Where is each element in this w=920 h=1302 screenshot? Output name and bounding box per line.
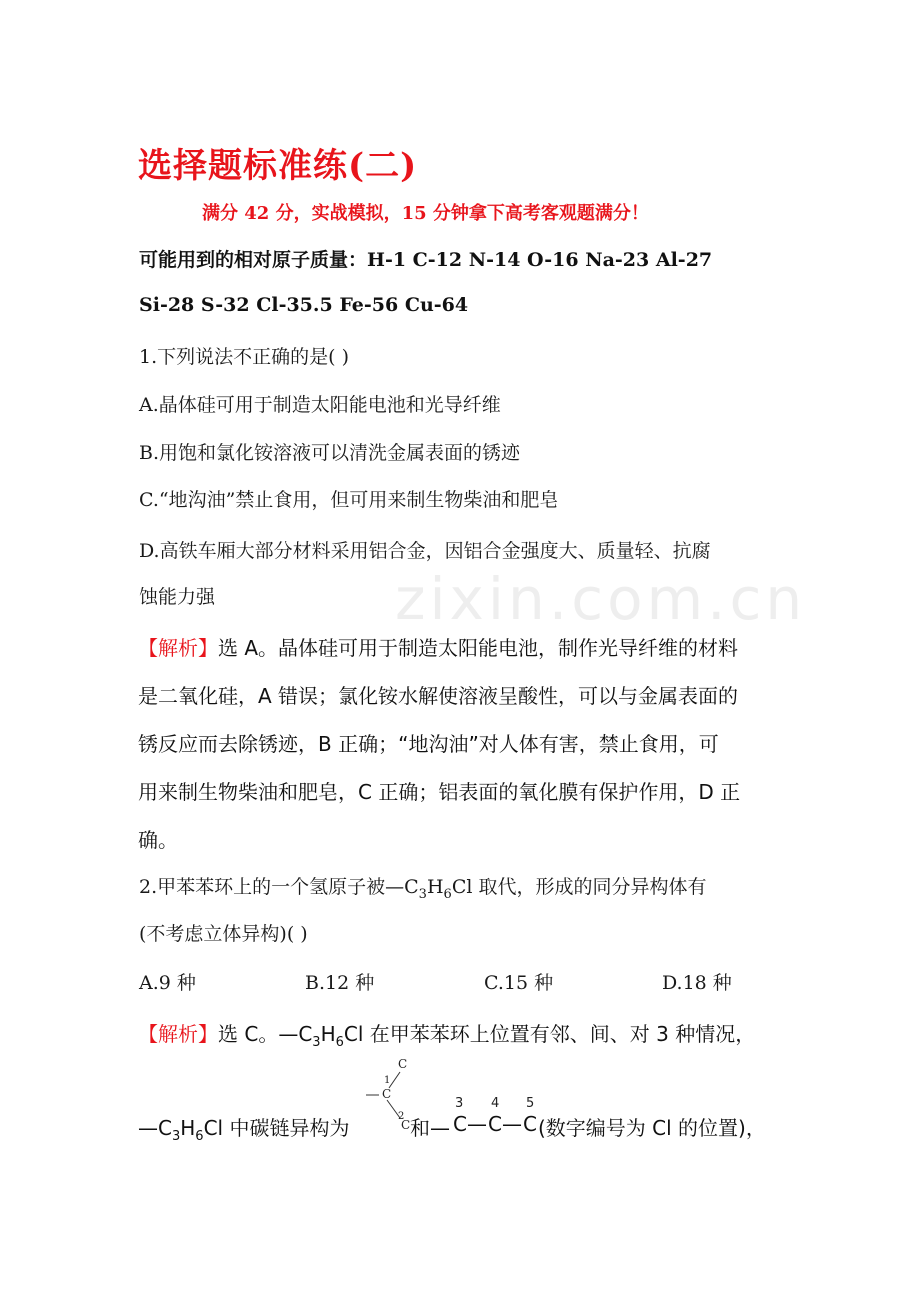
subscript: 6 bbox=[443, 886, 452, 902]
struct-carbon-top: C bbox=[398, 1057, 408, 1071]
q1-analysis-line-5: 确。 bbox=[138, 828, 178, 852]
subscript: 6 bbox=[195, 1129, 204, 1144]
atomic-mass-line-1: 可能用到的相对原子质量：H-1 C-12 N-14 O-16 Na-23 Al-27 bbox=[139, 249, 713, 271]
q1-analysis-line-1 bbox=[138, 632, 738, 661]
struct-number-2: 2 bbox=[398, 1111, 405, 1122]
chain-carbon-5: C bbox=[523, 1112, 537, 1136]
page-subtitle: 满分 42 分，实战模拟，15 分钟拿下高考客观题满分！ bbox=[202, 203, 649, 224]
struct-number-1: 1 bbox=[384, 1075, 391, 1086]
chain-bond: — bbox=[467, 1112, 487, 1136]
q1-analysis-line-4: 用来制生物柴油和肥皂，C 正确；铝表面的氧化膜有保护作用，D 正 bbox=[138, 780, 741, 804]
subscript: 3 bbox=[312, 1035, 321, 1050]
chain-number-5: 5 bbox=[526, 1096, 535, 1111]
chain-bond: — bbox=[502, 1112, 522, 1136]
q2-stem-line-2: (不考虑立体异构)( ) bbox=[139, 923, 308, 945]
q2-stem-text: 2.甲苯苯环上的一个氢原子被—C bbox=[139, 876, 419, 898]
q2-stem-text: H bbox=[426, 876, 444, 898]
analysis-tag: 【解析】 bbox=[138, 1022, 218, 1046]
chain-note: (数字编号为 Cl 的位置)， bbox=[538, 1116, 766, 1140]
page-title: 选择题标准练(二) bbox=[138, 146, 418, 186]
chain-carbon-4: C bbox=[488, 1112, 502, 1136]
struct-carbon-bottom: C bbox=[401, 1118, 411, 1132]
q2-option-a: A.9 种 bbox=[139, 972, 196, 994]
q2-analysis-line-1 bbox=[138, 1018, 755, 1050]
q1-option-c: C.“地沟油”禁止食用，但可用来制生物柴油和肥皂 bbox=[139, 489, 559, 511]
subscript: 6 bbox=[335, 1035, 344, 1050]
analysis-text: Cl 在甲苯苯环上位置有邻、间、对 3 种情况， bbox=[343, 1022, 756, 1046]
q2-option-b: B.12 种 bbox=[305, 972, 375, 994]
q1-option-d-line-1: D.高铁车厢大部分材料采用铝合金，因铝合金强度大、质量轻、抗腐 bbox=[139, 540, 711, 562]
q2-analysis-line-2 bbox=[138, 1112, 349, 1144]
q1-option-b: B.用饱和氯化铵溶液可以清洗金属表面的锈迹 bbox=[139, 442, 521, 464]
subscript: 3 bbox=[171, 1129, 181, 1144]
chain-carbon-3: C bbox=[453, 1112, 467, 1136]
atomic-mass-line-2: Si-28 S-32 Cl-35.5 Fe-56 Cu-64 bbox=[139, 294, 469, 316]
q1-option-d-line-2: 蚀能力强 bbox=[139, 586, 216, 608]
q1-option-a: A.晶体硅可用于制造太阳能电池和光导纤维 bbox=[139, 394, 501, 416]
bond-line bbox=[389, 1072, 400, 1088]
analysis-text: H bbox=[180, 1116, 196, 1140]
chain-number-3: 3 bbox=[455, 1096, 464, 1111]
watermark: zixin.com.cn bbox=[395, 565, 807, 633]
q1-stem: 1.下列说法不正确的是( ) bbox=[139, 346, 349, 368]
q1-analysis-line-2: 是二氧化硅，A 错误；氯化铵水解使溶液呈酸性，可以与金属表面的 bbox=[138, 684, 739, 708]
analysis-text: Cl 中碳链异构为 bbox=[203, 1116, 350, 1140]
analysis-text: 选 A。晶体硅可用于制造太阳能电池，制作光导纤维的材料 bbox=[218, 636, 739, 660]
chain-number-4: 4 bbox=[491, 1096, 500, 1111]
straight-chain-prefix: 和— bbox=[410, 1116, 450, 1140]
q2-option-c: C.15 种 bbox=[484, 972, 554, 994]
subscript: 3 bbox=[418, 886, 427, 902]
analysis-text: 选 C。—C bbox=[218, 1022, 313, 1046]
q1-analysis-line-3: 锈反应而去除锈迹，B 正确；“地沟油”对人体有害，禁止食用，可 bbox=[138, 732, 719, 756]
analysis-tag: 【解析】 bbox=[138, 636, 218, 660]
analysis-text: H bbox=[320, 1022, 336, 1046]
analysis-text: —C bbox=[138, 1116, 172, 1140]
q2-stem-text: Cl 取代，形成的同分异构体有 bbox=[451, 876, 707, 898]
struct-carbon-mid: C bbox=[382, 1087, 392, 1101]
q2-stem-line-1 bbox=[139, 872, 706, 902]
q2-option-d: D.18 种 bbox=[662, 972, 732, 994]
